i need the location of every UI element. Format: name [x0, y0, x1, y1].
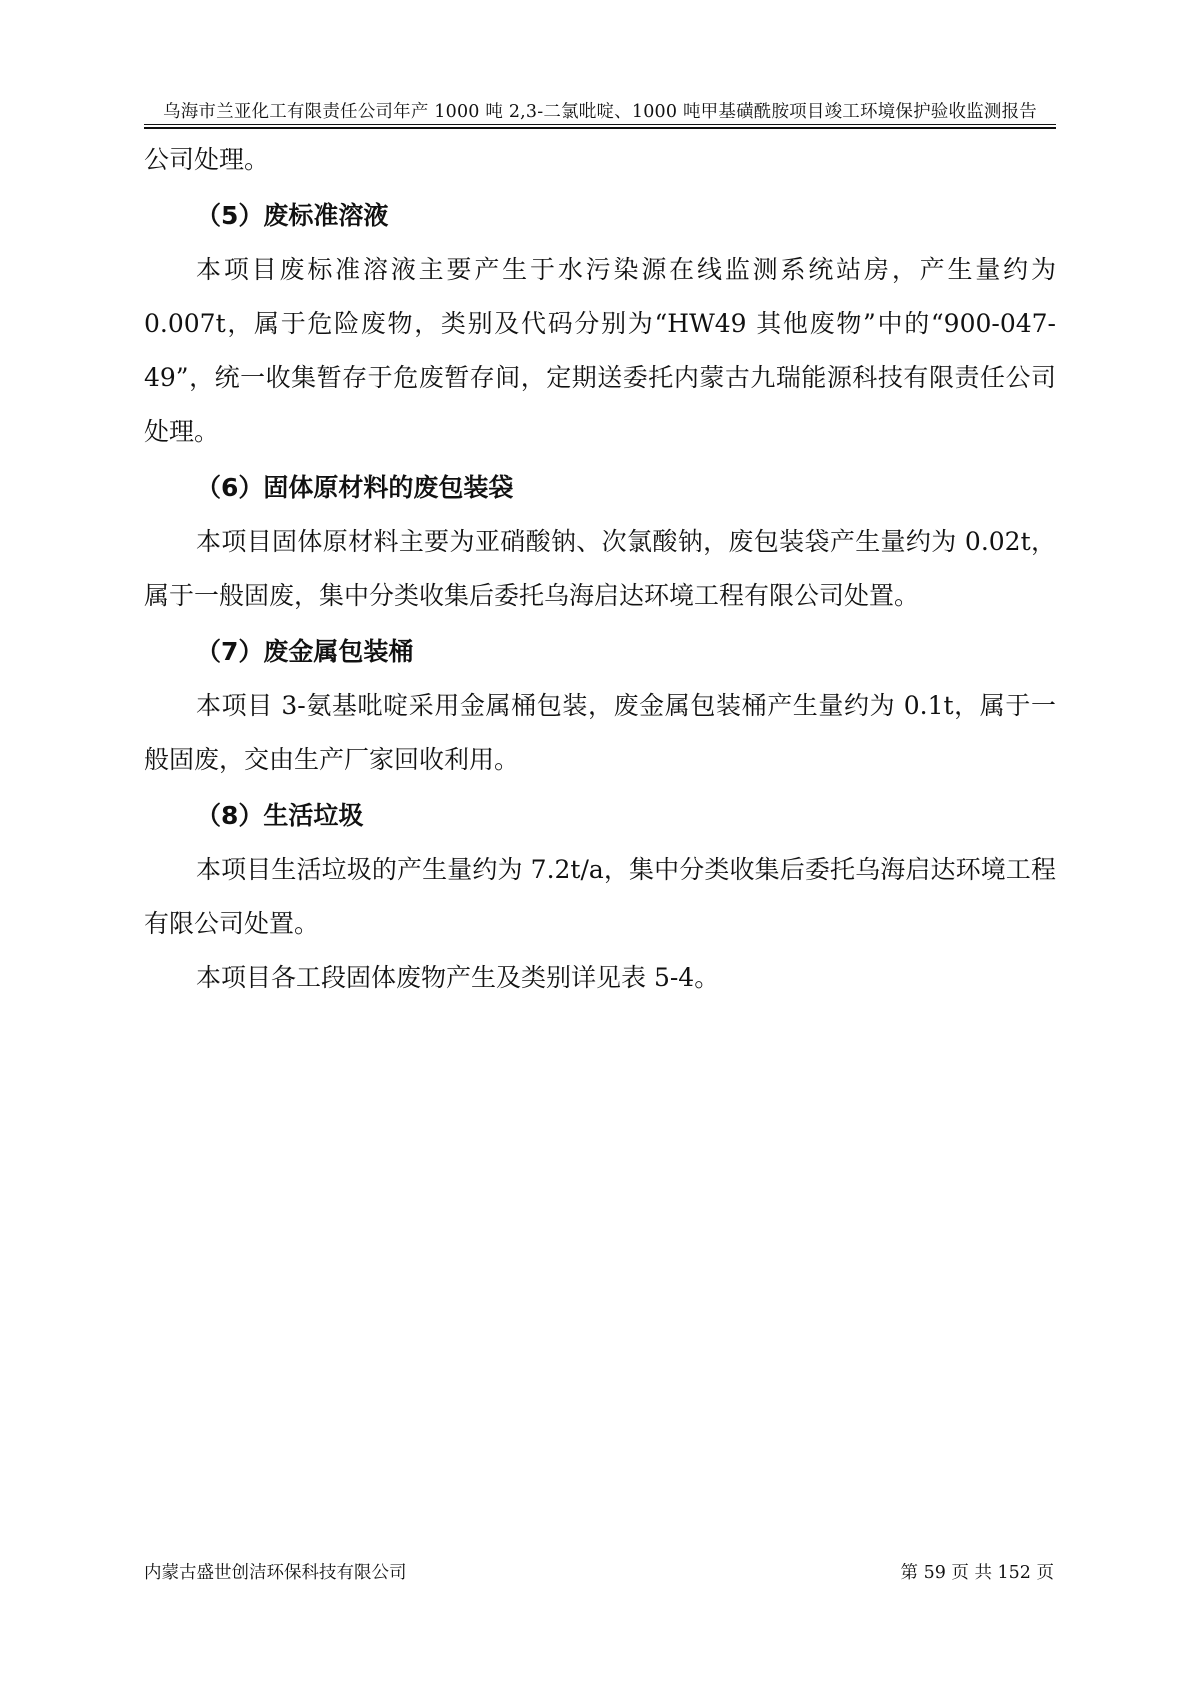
- section-8: [144, 789, 1056, 1005]
- section-paragraph: 本项目固体原材料主要为亚硝酸钠、次氯酸钠，废包装袋产生量约为 0.02t，属于一般固废，集中分类收集后委托乌海启达环境工程有限公司处置。: [144, 527, 1056, 610]
- section-7: [144, 625, 1056, 787]
- section-6: [144, 461, 1056, 623]
- section-heading: （6）固体原材料的废包装袋: [196, 473, 514, 502]
- continuation-text: 公司处理。: [144, 145, 270, 174]
- header-rule-thin: [144, 124, 1056, 125]
- section-heading: （7）废金属包装桶: [196, 637, 414, 666]
- running-header-title: 乌海市兰亚化工有限责任公司年产 1000 吨 2,3-二氯吡啶、1000 吨甲基磺酰胺项目竣工环境保护验收监测报告: [163, 102, 1037, 122]
- section-paragraph: 本项目 3-氨基吡啶采用金属桶包装，废金属包装桶产生量约为 0.1t，属于一般固废，交由生产厂家回收利用。: [144, 691, 1056, 774]
- section-heading: （8）生活垃圾: [196, 801, 364, 830]
- section-5: [144, 189, 1056, 459]
- footer-company: 内蒙古盛世创洁环保科技有限公司: [144, 1563, 407, 1583]
- section-heading: （5）废标准溶液: [196, 201, 389, 230]
- footer-page-number: 第 59 页 共 152 页: [900, 1563, 1054, 1583]
- section-paragraph: 本项目废标准溶液主要产生于水污染源在线监测系统站房，产生量约为 0.007t，属于危险废物，类别及代码分别为“HW49 其他废物”中的“900-047-49”，统一收集暂存于危废暂存间，定期送委托内蒙古九瑞能源科技有限责任公司处理。: [144, 255, 1056, 446]
- section-paragraph: 本项目生活垃圾的产生量约为 7.2t/a，集中分类收集后委托乌海启达环境工程有限公司处置。: [144, 855, 1056, 938]
- document-body: [144, 133, 1056, 1005]
- section-paragraph: 本项目各工段固体废物产生及类别详见表 5-4。: [196, 963, 720, 992]
- header-rule-thick: [144, 127, 1056, 129]
